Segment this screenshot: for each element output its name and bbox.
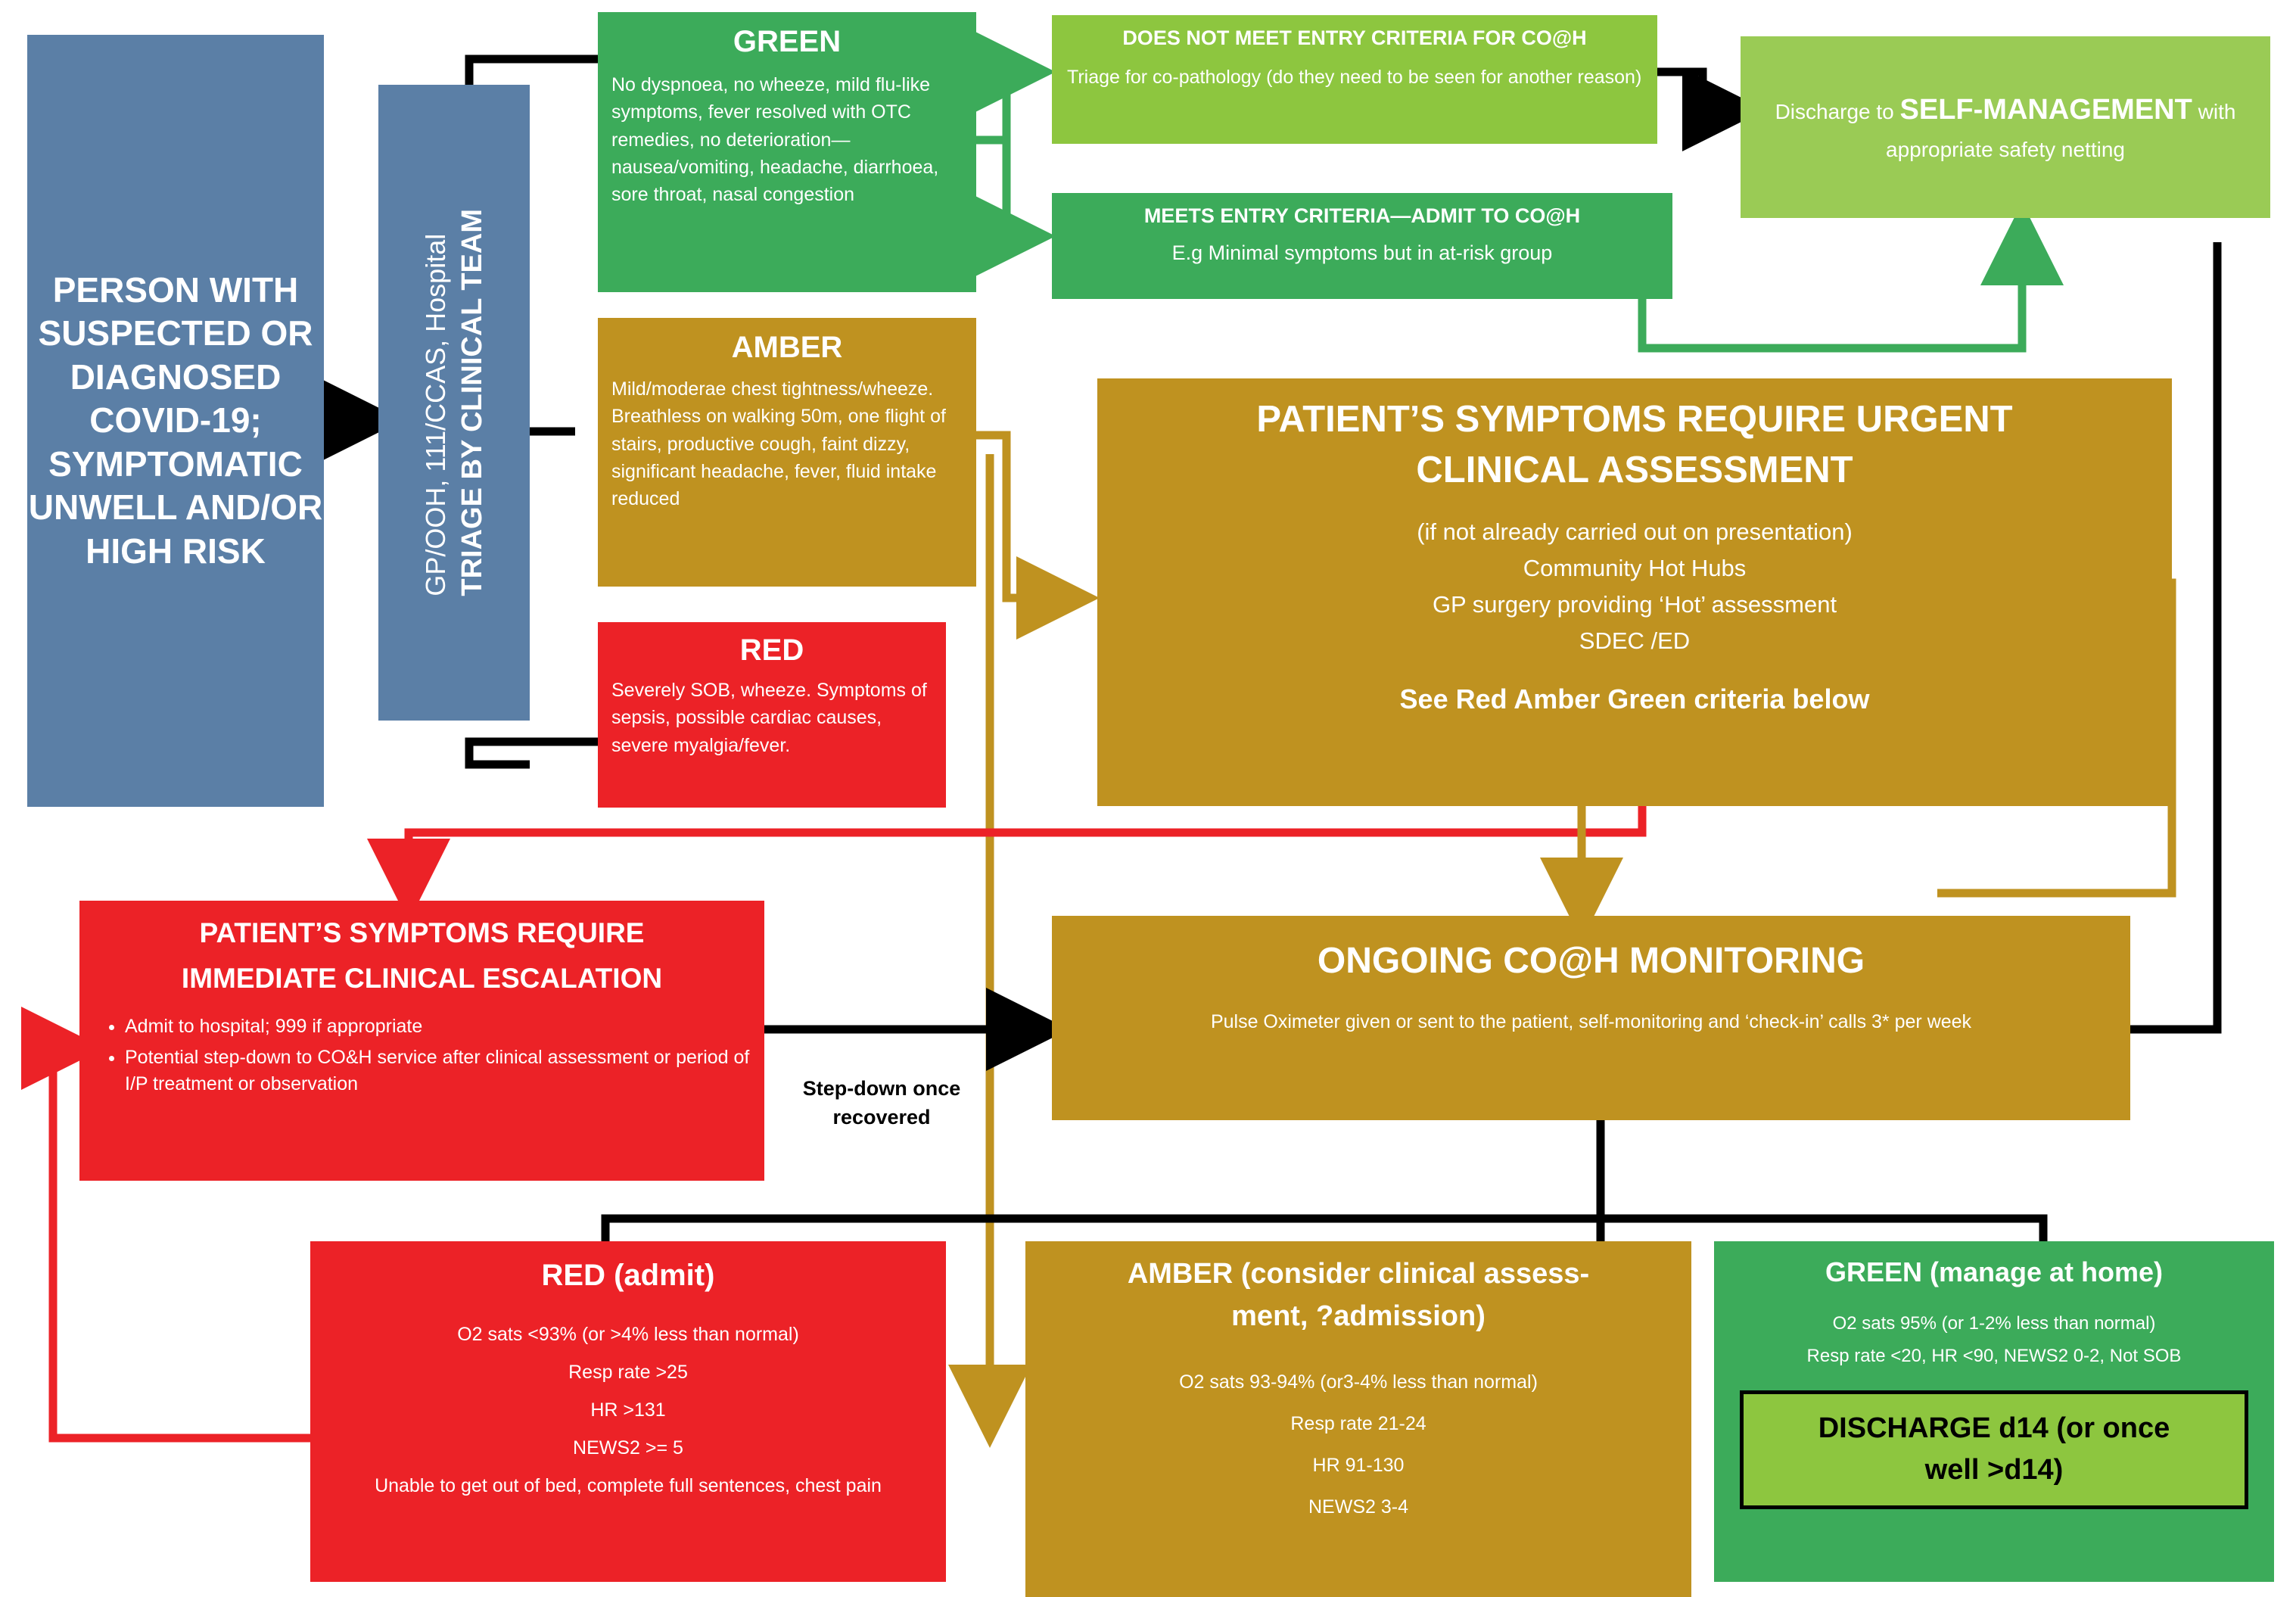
- node-red-admit-line-1: Resp rate >25: [568, 1362, 688, 1383]
- node-amber-consider: [1025, 1241, 1691, 1597]
- node-red-admit-line-4: Unable to get out of bed, complete full sentences, chest pain: [375, 1475, 882, 1496]
- node-immediate-escalation: [79, 901, 764, 1181]
- node-immediate-bullet-0: • Admit to hospital; 999 if appropriate: [125, 1013, 752, 1040]
- node-urgent-body-line-0: (if not already carried out on presentation): [1417, 518, 1853, 545]
- node-amber-body: Mild/moderae chest tightness/wheeze. Breathless on walking 50m, one flight of stairs, productive cough, faint dizzy, significant headache, fever, fluid intake reduced: [611, 378, 946, 509]
- node-monitoring-title: ONGOING CO@H MONITORING: [1317, 941, 1865, 981]
- node-red-admit-line-2: HR >131: [590, 1399, 666, 1421]
- node-meets-body: E.g Minimal symptoms but in at-risk group: [1171, 241, 1553, 264]
- node-amber-consider-title-line1: AMBER (consider clinical assess-: [1127, 1258, 1590, 1290]
- node-amber-consider-line-3: NEWS2 3-4: [1308, 1496, 1408, 1518]
- node-red-admit-line-3: NEWS2 >= 5: [573, 1437, 683, 1458]
- node-amber-consider-title-line2: ment, ?admission): [1231, 1300, 1486, 1332]
- node-discharge-d14-line2: well >d14): [1924, 1454, 2064, 1486]
- node-triage-line2: GP/OOH, 111/CCAS, Hospital: [419, 233, 451, 596]
- node-green: [598, 12, 976, 292]
- node-urgent-assessment: [1097, 378, 2172, 806]
- node-person: [27, 35, 324, 807]
- node-red-title: RED: [739, 634, 804, 667]
- node-meets-title: MEETS ENTRY CRITERIA—ADMIT TO CO@H: [1143, 204, 1581, 227]
- node-urgent-body-line-3: SDEC /ED: [1579, 627, 1691, 654]
- node-red-admit: [310, 1241, 946, 1582]
- node-urgent-title-line1: PATIENT’S SYMPTOMS REQUIRE URGENT: [1256, 399, 2013, 440]
- node-urgent-title-line2: CLINICAL ASSESSMENT: [1416, 450, 1853, 491]
- node-red-body: Severely SOB, wheeze. Symptoms of sepsis, possible cardiac causes, severe myalgia/fever.: [611, 680, 927, 756]
- edge-label-step-down-line2: recovered: [832, 1105, 931, 1128]
- node-meets-criteria: [1052, 193, 1672, 299]
- node-discharge-d14-line1: DISCHARGE d14 (or once: [1818, 1412, 2170, 1445]
- node-ongoing-monitoring: [1052, 916, 2130, 1120]
- node-amber: [598, 318, 976, 587]
- node-amber-consider-line-0: O2 sats 93-94% (or3-4% less than normal): [1179, 1371, 1538, 1393]
- node-red-admit-title: RED (admit): [541, 1259, 715, 1292]
- discharge-strong-text: SELF-MANAGEMENT: [1899, 94, 2192, 126]
- node-not-meet-criteria: [1052, 15, 1657, 144]
- edge-label-step-down-line1: Step-down once: [802, 1077, 961, 1100]
- node-urgent-footer: See Red Amber Green criteria below: [1399, 683, 1870, 714]
- node-triage-line1: TRIAGE BY CLINICAL TEAM: [456, 209, 488, 596]
- node-triage: [378, 85, 530, 721]
- node-urgent-body-line-2: GP surgery providing ‘Hot’ assessment: [1432, 590, 1837, 618]
- edge-label-step-down: [772, 1075, 991, 1132]
- node-amber-consider-line-2: HR 91-130: [1312, 1455, 1405, 1476]
- node-immediate-title-line2: IMMEDIATE CLINICAL ESCALATION: [181, 963, 663, 995]
- node-green-title: GREEN: [733, 25, 842, 58]
- node-amber-consider-line-1: Resp rate 21-24: [1290, 1413, 1426, 1434]
- node-immediate-bullet-1: • Potential step-down to CO&H service after clinical assessment or period of I/P treatment or observation: [125, 1044, 752, 1097]
- node-not-meet-body: Triage for co-pathology (do they need to be seen for another reason): [1067, 66, 1642, 88]
- node-red-admit-line-0: O2 sats <93% (or >4% less than normal): [457, 1324, 799, 1345]
- node-urgent-body-line-1: Community Hot Hubs: [1523, 554, 1747, 581]
- node-not-meet-title: DOES NOT MEET ENTRY CRITERIA FOR CO@H: [1122, 26, 1587, 49]
- discharge-pre-text: Discharge to: [1775, 100, 1900, 124]
- node-immediate-title-line1: PATIENT’S SYMPTOMS REQUIRE: [199, 917, 645, 948]
- node-discharge-d14: [1740, 1390, 2248, 1508]
- node-discharge-self-management: [1741, 36, 2270, 218]
- node-person-label: PERSON WITH SUSPECTED OR DIAGNOSED COVID-19; SYMPTOMATIC UNWELL AND/OR HIGH RISK: [28, 269, 323, 571]
- node-red: [598, 622, 946, 808]
- node-green-home: [1714, 1241, 2274, 1582]
- node-green-home-title: GREEN (manage at home): [1825, 1256, 2164, 1287]
- node-green-body: No dyspnoea, no wheeze, mild flu-like symptoms, fever resolved with OTC remedies, no deterioration—nausea/vomiting, headache, diarrhoea, sore throat, nasal congestion: [611, 74, 939, 205]
- node-amber-title: AMBER: [731, 331, 843, 364]
- node-green-home-line-1: Resp rate <20, HR <90, NEWS2 0-2, Not SOB: [1806, 1346, 2182, 1367]
- node-monitoring-body: Pulse Oximeter given or sent to the patient, self-monitoring and ‘check-in’ calls 3* per week: [1210, 1011, 1972, 1032]
- node-green-home-line-0: O2 sats 95% (or 1-2% less than normal): [1832, 1313, 2156, 1334]
- discharge-post-text: with appropriate safety netting: [1886, 100, 2236, 161]
